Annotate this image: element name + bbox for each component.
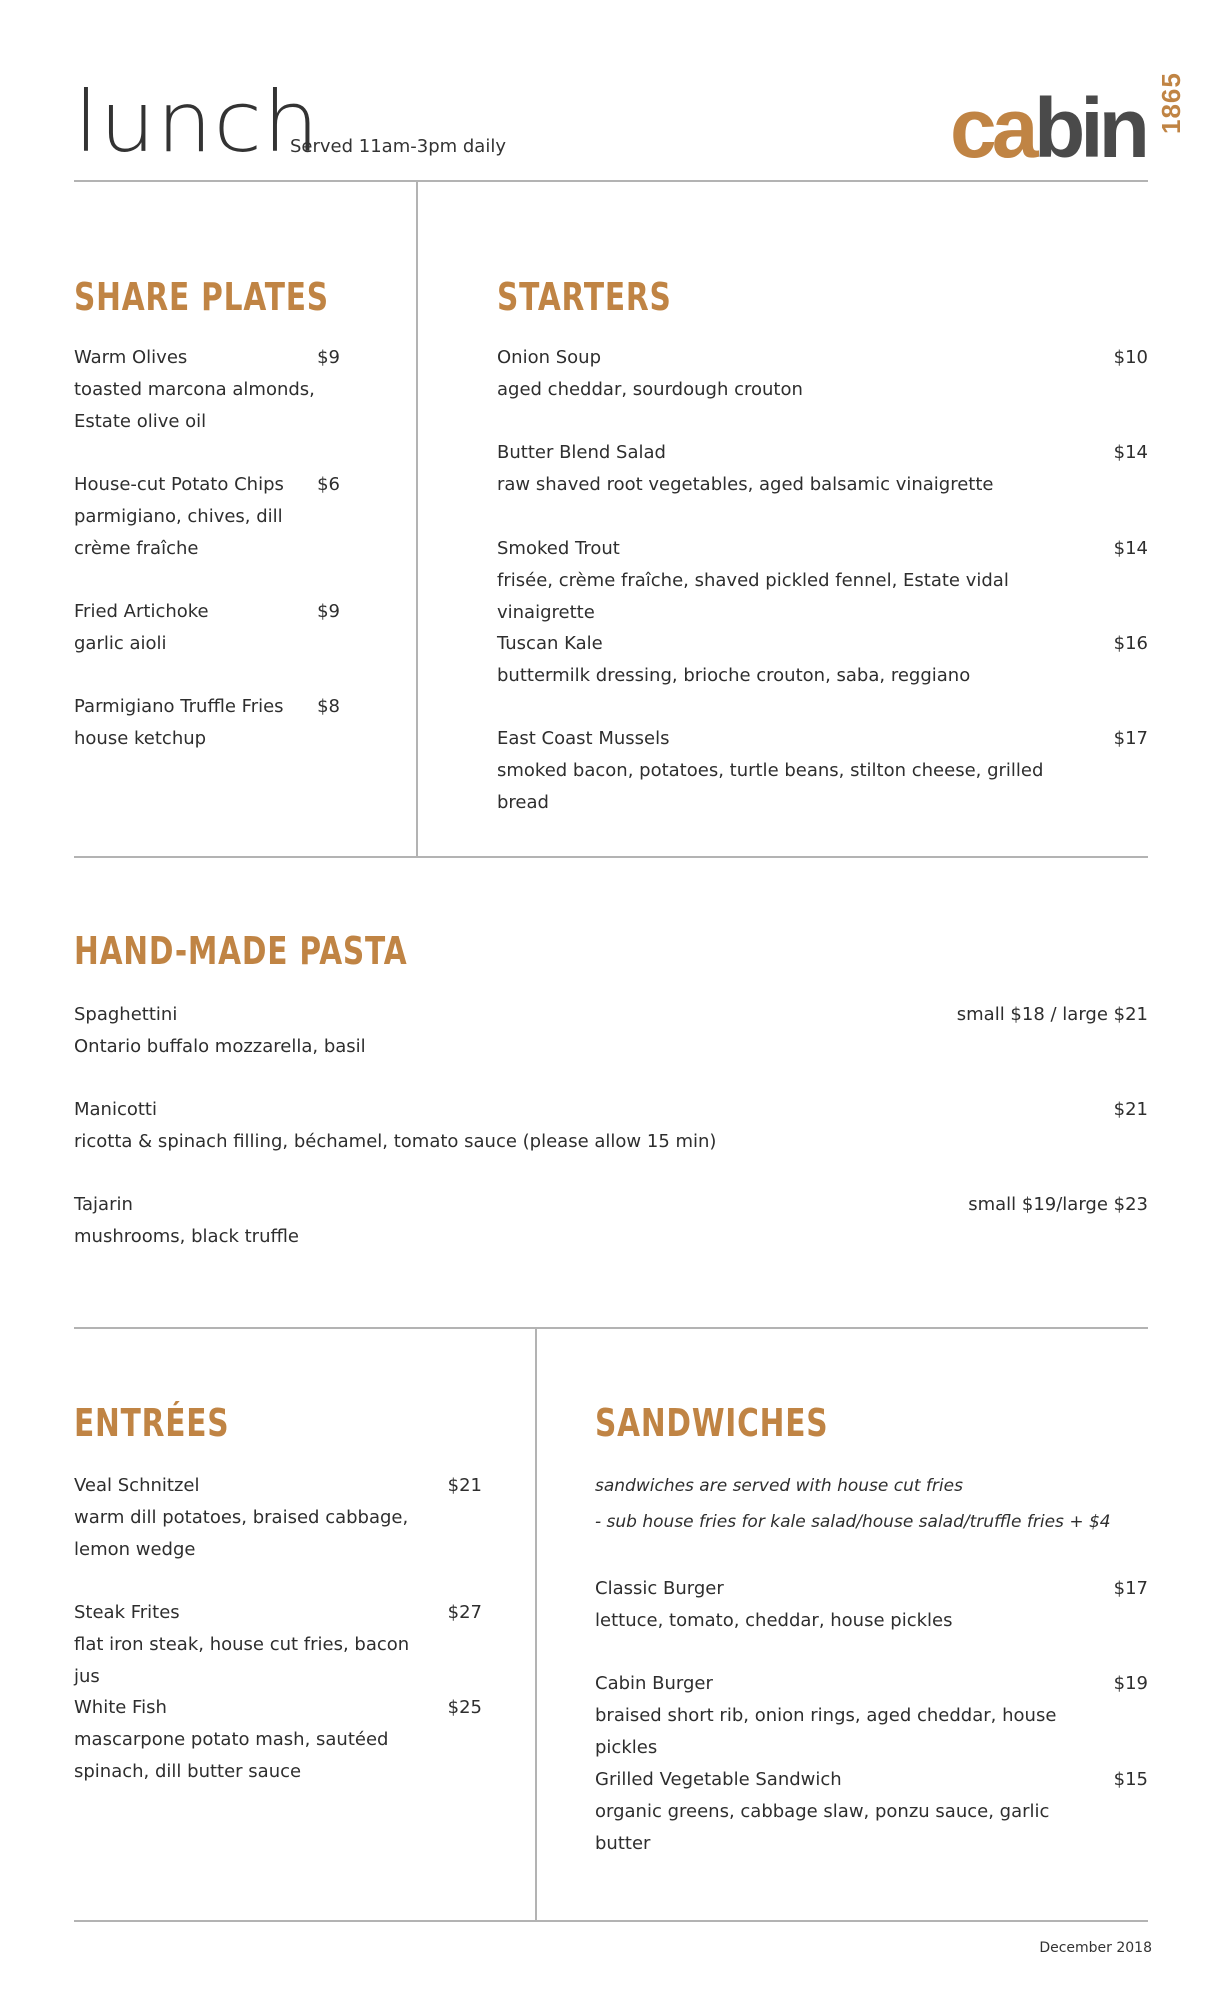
menu-item: [74, 1597, 424, 1693]
item-desc: ricotta & spinach filling, béchamel, tomato sauce (please allow 15 min): [74, 1131, 717, 1152]
item-price: $19: [1113, 1673, 1148, 1694]
item-desc: spinach, dill butter sauce: [74, 1761, 302, 1782]
item-price: $9: [317, 601, 340, 622]
item-price: $21: [1113, 1099, 1148, 1120]
logo-part-ca: ca: [950, 81, 1034, 175]
served-hours: Served 11am-3pm daily: [290, 136, 506, 157]
divider-top: [74, 180, 1148, 182]
menu-item: [74, 469, 324, 565]
item-price: $9: [317, 347, 340, 368]
item-desc: mascarpone potato mash, sautéed: [74, 1729, 389, 1750]
item-desc: Ontario buffalo mozzarella, basil: [74, 1036, 366, 1057]
item-desc: smoked bacon, potatoes, turtle beans, stilton cheese, grilled bread: [497, 760, 1044, 813]
item-desc: lemon wedge: [74, 1539, 196, 1560]
item-price: small $19/large $23: [968, 1194, 1148, 1215]
item-name: Warm Olives: [74, 347, 188, 368]
item-desc: mushrooms, black truffle: [74, 1226, 299, 1247]
menu-item: [497, 723, 1057, 819]
item-price: $21: [447, 1475, 482, 1496]
divider-bottom: [74, 1920, 1148, 1922]
menu-item: [497, 533, 1067, 629]
sandwiches-sub-note: - sub house fries for kale salad/house salad/truffle fries + $4: [595, 1512, 1111, 1532]
item-desc: Estate olive oil: [74, 411, 207, 432]
divider-vertical-bottom: [535, 1327, 537, 1920]
item-price: $16: [1113, 633, 1148, 654]
pasta-heading: HAND-MADE PASTA: [74, 929, 408, 973]
item-desc: frisée, crème fraîche, shaved pickled fennel, Estate vidal vinaigrette: [497, 570, 1009, 623]
menu-title: lunch: [74, 73, 320, 171]
divider-mid-2: [74, 1327, 1148, 1329]
share-plates-heading: SHARE PLATES: [74, 275, 329, 319]
sandwiches-heading: SANDWICHES: [595, 1401, 829, 1445]
item-desc: organic greens, cabbage slaw, ponzu sauce, garlic butter: [595, 1801, 1050, 1854]
item-desc: garlic aioli: [74, 633, 167, 654]
item-price: $10: [1113, 347, 1148, 368]
item-price: $6: [317, 474, 340, 495]
item-price: $14: [1113, 538, 1148, 559]
sandwiches-note: sandwiches are served with house cut fries: [595, 1476, 963, 1496]
menu-item: [74, 1692, 414, 1788]
menu-item: [595, 1573, 1075, 1637]
divider-vertical-top: [416, 180, 418, 856]
menu-item: [497, 342, 1057, 406]
menu-date: December 2018: [1039, 1940, 1152, 1956]
menu-item: [74, 1189, 874, 1253]
item-price: $17: [1113, 1578, 1148, 1599]
item-name: Tuscan Kale: [497, 633, 603, 654]
item-desc: aged cheddar, sourdough crouton: [497, 379, 803, 400]
item-desc: toasted marcona almonds,: [74, 379, 315, 400]
item-name: House-cut Potato Chips: [74, 474, 284, 495]
menu-item: [595, 1668, 1075, 1764]
menu-item: [497, 628, 1057, 692]
item-desc: flat iron steak, house cut fries, bacon jus: [74, 1634, 410, 1687]
item-name: Parmigiano Truffle Fries: [74, 696, 284, 717]
item-name: Onion Soup: [497, 347, 601, 368]
menu-item: [74, 691, 324, 755]
item-name: Spaghettini: [74, 1004, 178, 1025]
cabin-logo: [950, 72, 1186, 175]
item-name: Grilled Vegetable Sandwich: [595, 1769, 842, 1790]
item-price: $27: [447, 1602, 482, 1623]
item-name: White Fish: [74, 1697, 167, 1718]
menu-item: [74, 1470, 414, 1566]
item-name: Smoked Trout: [497, 538, 620, 559]
item-name: Tajarin: [74, 1194, 133, 1215]
entrees-heading: ENTRÉES: [74, 1401, 230, 1445]
item-desc: house ketchup: [74, 728, 207, 749]
item-desc: raw shaved root vegetables, aged balsamic vinaigrette: [497, 474, 994, 495]
item-desc: braised short rib, onion rings, aged cheddar, house pickles: [595, 1705, 1057, 1758]
menu-item: [595, 1764, 1075, 1860]
item-name: Manicotti: [74, 1099, 157, 1120]
item-price: small $18 / large $21: [956, 1004, 1148, 1025]
divider-mid-1: [74, 856, 1148, 858]
menu-item: [74, 596, 324, 660]
item-name: Classic Burger: [595, 1578, 724, 1599]
item-desc: warm dill potatoes, braised cabbage,: [74, 1507, 409, 1528]
item-desc: buttermilk dressing, brioche crouton, saba, reggiano: [497, 665, 971, 686]
menu-item: [74, 1094, 874, 1158]
item-price: $15: [1113, 1769, 1148, 1790]
menu-item: [497, 437, 1057, 501]
item-name: Cabin Burger: [595, 1673, 713, 1694]
item-name: Fried Artichoke: [74, 601, 209, 622]
starters-heading: STARTERS: [497, 275, 672, 319]
item-name: Steak Frites: [74, 1602, 180, 1623]
logo-year: 1865: [1156, 72, 1186, 134]
item-name: Butter Blend Salad: [497, 442, 666, 463]
item-price: $25: [447, 1697, 482, 1718]
item-price: $17: [1113, 728, 1148, 749]
item-price: $8: [317, 696, 340, 717]
item-name: Veal Schnitzel: [74, 1475, 200, 1496]
logo-part-bin: bin: [1034, 81, 1145, 175]
item-desc: parmigiano, chives, dill: [74, 506, 283, 527]
menu-item: [74, 999, 874, 1063]
menu-item: [74, 342, 324, 438]
item-desc: lettuce, tomato, cheddar, house pickles: [595, 1610, 953, 1631]
item-name: East Coast Mussels: [497, 728, 670, 749]
item-desc: crème fraîche: [74, 538, 199, 559]
item-price: $14: [1113, 442, 1148, 463]
